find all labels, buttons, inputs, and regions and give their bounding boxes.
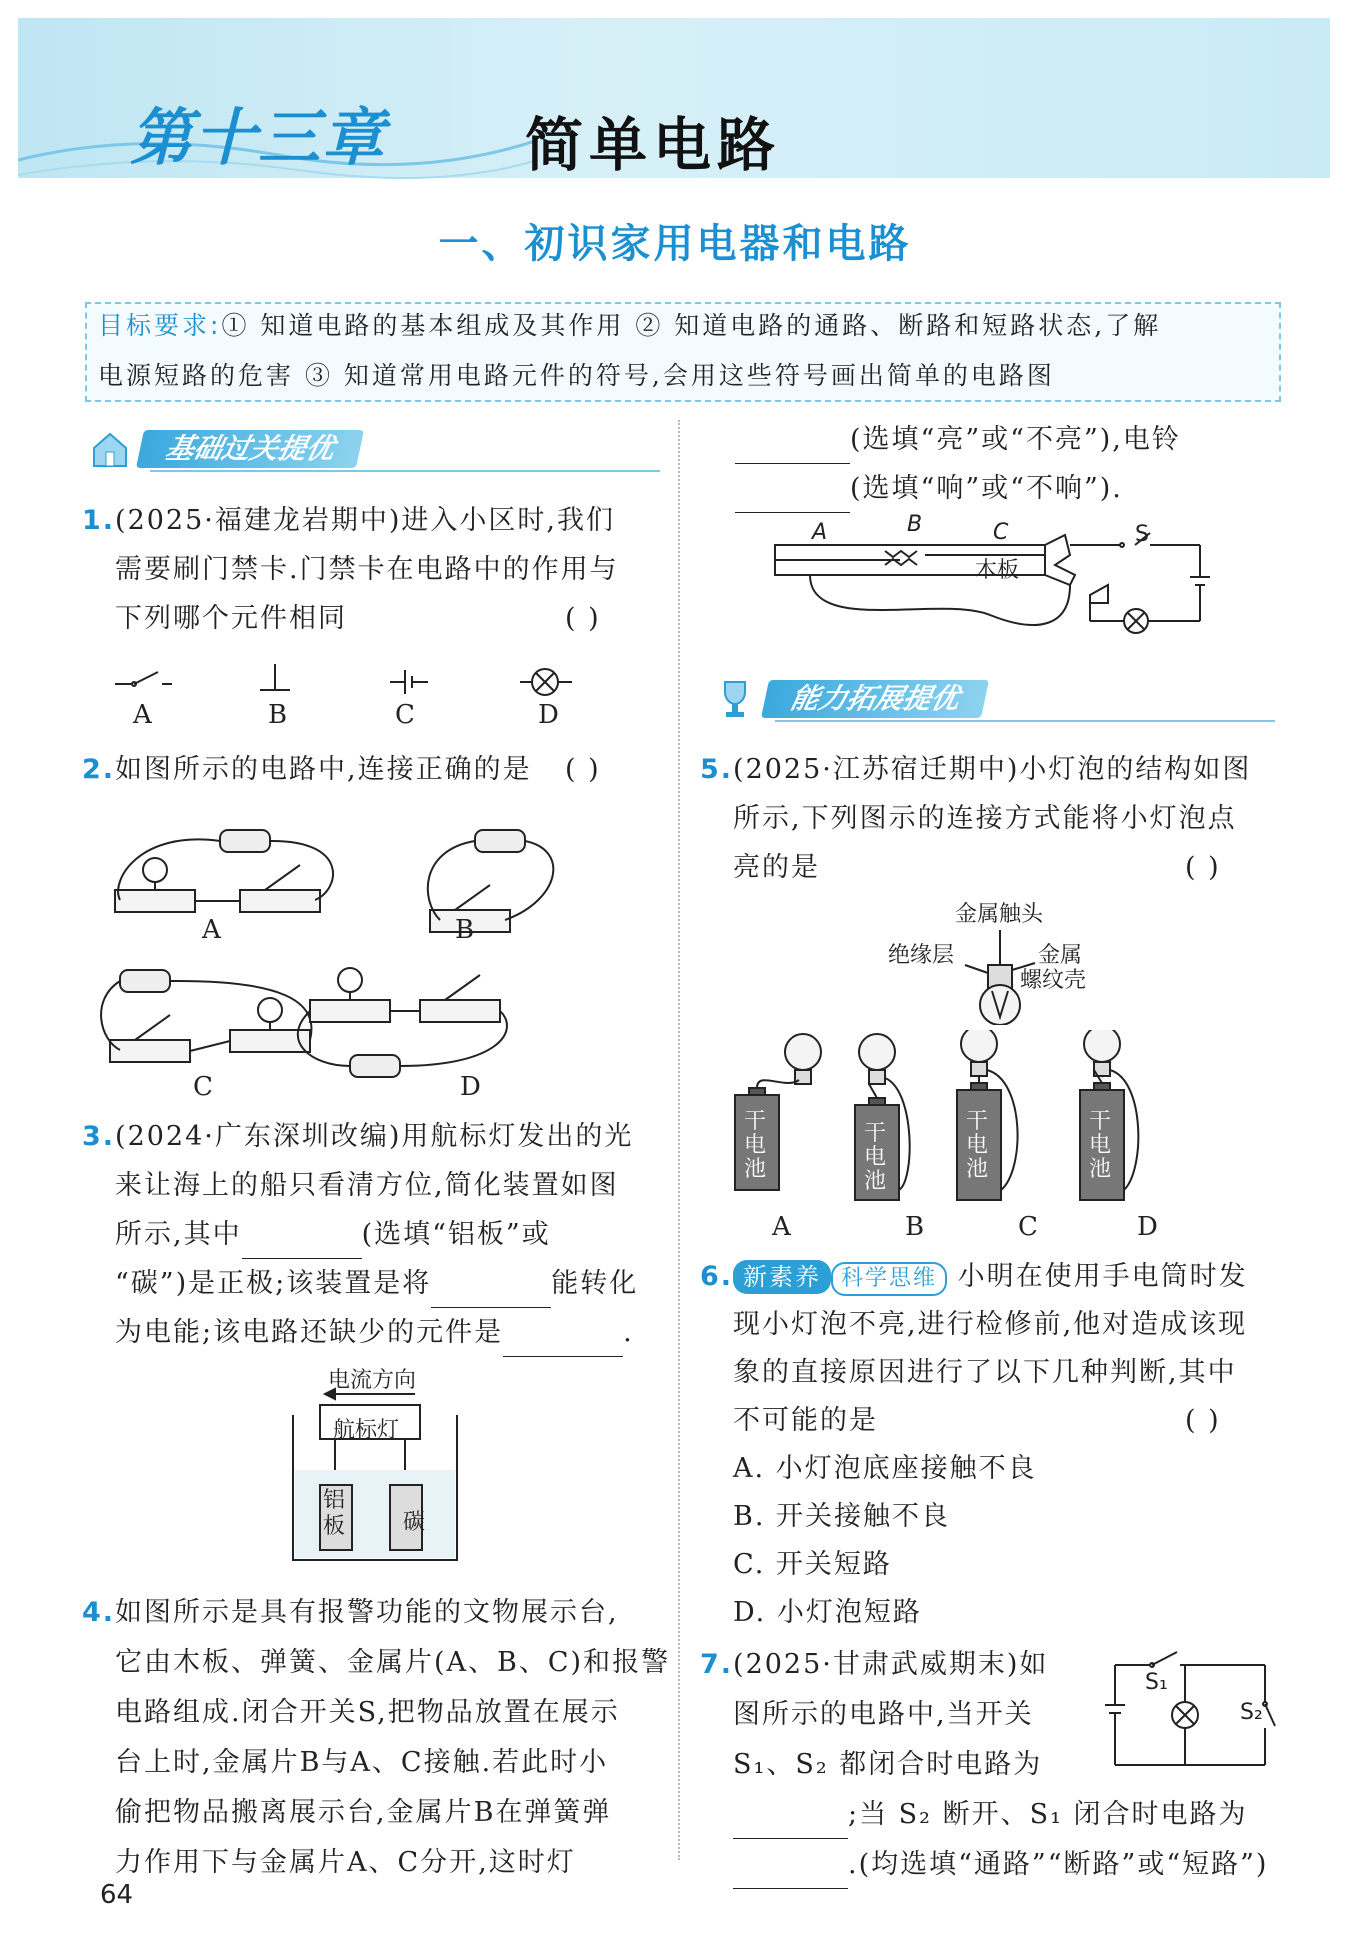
q4-line5: 偷把物品搬离展示台,金属片B在弹簧弹 [115, 1797, 612, 1828]
q4-label-a: A [812, 520, 828, 545]
q5-shell-label: 螺纹壳 [1020, 968, 1087, 993]
section-header-advanced [715, 678, 1275, 722]
q1-option-b: B [268, 700, 288, 730]
battery-symbol [390, 670, 428, 694]
battery-label: 干电池 [864, 1121, 887, 1194]
answer-blank[interactable] [242, 1228, 362, 1259]
q4-line1: 4.如图所示是具有报警功能的文物展示台, [82, 1597, 619, 1628]
q5-line1: 5.(2025·江苏宿迁期中)小灯泡的结构如图 [700, 754, 1252, 785]
question-number: 1. [82, 505, 116, 536]
q4-line4: 台上时,金属片B与A、C接触.若此时小 [115, 1747, 609, 1778]
battery-label: 干电池 [744, 1109, 767, 1182]
answer-paren: ( ) [1185, 852, 1221, 883]
lamp-symbol [520, 669, 572, 695]
switch-symbol [115, 672, 172, 686]
answer-paren: ( ) [565, 603, 601, 634]
q6-choice-c: C. 开关短路 [733, 1549, 892, 1580]
science-thinking-badge: 科学思维 [831, 1262, 947, 1296]
q1-option-c: C [395, 700, 415, 730]
q2-option-a: A [202, 915, 221, 945]
q4-line3: 电路组成.闭合开关S,把物品放置在展示 [115, 1697, 620, 1728]
q3-carbon-label: 碳 [403, 1510, 426, 1535]
answer-paren: ( ) [1185, 1405, 1221, 1436]
q4-line2: 它由木板、弹簧、金属片(A、B、C)和报警 [115, 1647, 671, 1678]
page-number: 64 [100, 1880, 134, 1910]
q5-option-c: C [1018, 1212, 1038, 1242]
q7-line4: ;当 S₂ 断开、S₁ 闭合时电路为 [733, 1790, 1248, 1839]
goal-label: 目标要求: [98, 311, 222, 340]
q4-cont2: (选填“响”或“不响”). [735, 464, 1123, 513]
q5-option-a: A [772, 1212, 791, 1242]
column-divider [678, 420, 680, 1860]
q7-line2: 图所示的电路中,当开关 [733, 1699, 1034, 1730]
q6-choice-a: A. 小灯泡底座接触不良 [733, 1453, 1037, 1484]
q1-line1: 1.(2025·福建龙岩期中)进入小区时,我们 [82, 505, 615, 536]
q3-aluminum-label: 铝板 [323, 1488, 346, 1539]
answer-blank[interactable] [735, 433, 850, 464]
q1-line2: 需要刷门禁卡.门禁卡在电路中的作用与 [115, 554, 619, 585]
q7-line5: .(均选填“通路”“断路”或“短路”) [733, 1840, 1268, 1889]
trophy-icon [715, 678, 755, 720]
q3-line5: 为电能;该电路还缺少的元件是 . [115, 1308, 634, 1357]
q2-circuit-figures [100, 800, 640, 1100]
q1-option-d: D [538, 700, 559, 730]
goal-text-1: ① 知道电路的基本组成及其作用 ② 知道电路的通路、断路和短路状态,了解 [221, 311, 1162, 340]
section-label-advanced: 能力拓展提优 [761, 680, 989, 718]
q4-label-b: B [907, 512, 923, 537]
q5-line2: 所示,下列图示的连接方式能将小灯泡点 [733, 803, 1237, 834]
q1-symbols [110, 660, 590, 705]
q3-line3: 所示,其中 (选填“铝板”或 [115, 1210, 551, 1259]
q6-line2: 现小灯泡不亮,进行检修前,他对造成该现 [733, 1309, 1248, 1340]
battery-label: 干电池 [1089, 1109, 1112, 1182]
ground-symbol [260, 664, 290, 690]
q4-label-c: C [993, 520, 1009, 545]
q5-insulation-label: 绝缘层 [888, 943, 955, 968]
chapter-number: 第十三章 [130, 101, 387, 174]
answer-blank[interactable] [503, 1326, 623, 1357]
q5-battery-circuits [725, 1030, 1185, 1205]
chapter-title: 简单电路 [525, 111, 782, 179]
house-icon [90, 428, 130, 470]
q6-line1: 6. 新素养 科学思维 小明在使用手电筒时发 [700, 1252, 1248, 1301]
q6-choice-d: D. 小灯泡短路 [733, 1597, 922, 1628]
q5-metal-label: 金属 [1038, 943, 1083, 968]
goal-line-1 [98, 306, 1161, 342]
q5-contact-label: 金属触头 [955, 902, 1044, 927]
q5-option-b: B [905, 1212, 925, 1242]
section-title: 一、初识家用电器和电路 [438, 220, 912, 267]
q4-board-label: 木板 [975, 558, 1020, 583]
q5-option-d: D [1137, 1212, 1158, 1242]
battery-label: 干电池 [966, 1109, 989, 1182]
q6-line4: 不可能的是 [733, 1405, 878, 1436]
q7-line1: 7.(2025·甘肃武威期末)如 [700, 1649, 1049, 1680]
q4-switch-label: S [1135, 522, 1149, 547]
answer-blank[interactable] [431, 1277, 551, 1308]
q3-line1: 3.(2024·广东深圳改编)用航标灯发出的光 [82, 1121, 634, 1152]
section-header-basic [90, 428, 660, 472]
section-label-basic: 基础过关提优 [136, 430, 364, 468]
q1-line3: 下列哪个元件相同 [115, 603, 347, 634]
goal-text-2: 电源短路的危害 ③ 知道常用电路元件的符号,会用这些符号画出简单的电路图 [98, 361, 1055, 390]
q7-line3: S₁、S₂ 都闭合时电路为 [733, 1749, 1043, 1780]
q2-option-c: C [193, 1072, 213, 1102]
q2-option-b: B [455, 915, 475, 945]
q7-s2-label: S₂ [1240, 1700, 1263, 1725]
answer-paren: ( ) [565, 754, 601, 785]
new-literacy-badge: 新素养 [733, 1260, 831, 1294]
q2-line1: 2.如图所示的电路中,连接正确的是 [82, 754, 532, 785]
q3-current-label: 电流方向 [328, 1368, 417, 1393]
q2-option-d: D [460, 1072, 481, 1102]
answer-blank[interactable] [735, 482, 850, 513]
q7-s1-label: S₁ [1145, 1670, 1168, 1695]
answer-blank[interactable] [733, 1808, 848, 1839]
q6-choice-b: B. 开关接触不良 [733, 1501, 951, 1532]
q3-line4: “碳”)是正极;该装置是将 能转化 [115, 1259, 638, 1308]
q1-option-a: A [133, 700, 152, 730]
q4-line6: 力作用下与金属片A、C分开,这时灯 [115, 1847, 576, 1878]
q3-line2: 来让海上的船只看清方位,简化装置如图 [115, 1170, 619, 1201]
q3-lamp-label: 航标灯 [333, 1418, 400, 1443]
q4-cont1: (选填“亮”或“不亮”),电铃 [735, 415, 1181, 464]
answer-blank[interactable] [733, 1858, 848, 1889]
q6-line3: 象的直接原因进行了以下几种判断,其中 [733, 1357, 1237, 1388]
q5-line3: 亮的是 [733, 852, 820, 883]
